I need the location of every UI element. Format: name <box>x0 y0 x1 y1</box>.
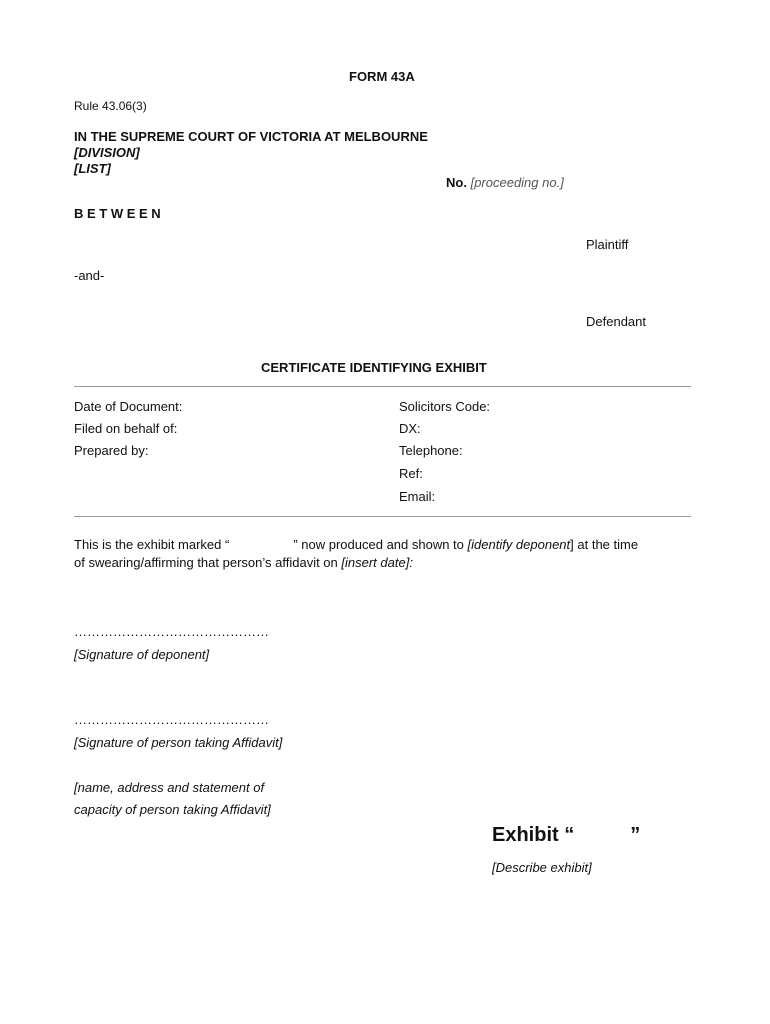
email-label: Email: <box>399 489 436 504</box>
form-title: FORM 43A <box>349 69 415 84</box>
proceeding-number-value: [proceeding no.] <box>470 175 564 190</box>
taker-details-line-2: capacity of person taking Affidavit] <box>74 802 271 817</box>
prepared-by-label: Prepared by: <box>74 443 149 458</box>
solicitors-code-label: Solicitors Code: <box>399 399 491 414</box>
court-division: [DIVISION] <box>74 145 140 160</box>
court-name: IN THE SUPREME COURT OF VICTORIA AT MELBOURNE <box>74 129 428 144</box>
exhibit-label-open: Exhibit “ <box>492 824 575 846</box>
statement-line-1 <box>74 537 638 552</box>
top-divider <box>74 386 691 387</box>
between-heading: B E T W E E N <box>74 206 161 221</box>
deponent-signature-line: ……………………………………… <box>74 624 269 639</box>
deponent-signature-caption: [Signature of deponent] <box>74 647 210 662</box>
statement-part-4: ] at the time <box>570 537 639 552</box>
statement-line-2-text: of swearing/affirming that person’s affidavit on <box>74 555 342 570</box>
court-list: [LIST] <box>74 161 111 176</box>
statement-part-1: This is the exhibit marked “ <box>74 537 230 552</box>
describe-exhibit-placeholder: [Describe exhibit] <box>492 860 592 875</box>
plaintiff-label: Plaintiff <box>586 237 629 252</box>
defendant-label: Defendant <box>586 314 646 329</box>
exhibit-label <box>492 824 640 847</box>
ref-label: Ref: <box>399 466 423 481</box>
date-of-document-label: Date of Document: <box>74 399 183 414</box>
statement-line-2 <box>74 555 413 570</box>
taker-details-line-1: [name, address and statement of <box>74 780 265 795</box>
and-separator: -and- <box>74 268 105 283</box>
certificate-heading: CERTIFICATE IDENTIFYING EXHIBIT <box>261 360 487 375</box>
proceeding-number-label: No. <box>446 175 467 190</box>
affidavit-taker-signature-line: ……………………………………… <box>74 712 269 727</box>
insert-date-placeholder: [insert date]: <box>341 555 413 570</box>
exhibit-label-close: ” <box>630 824 641 846</box>
dx-label: DX: <box>399 421 421 436</box>
identify-deponent-placeholder: [identify deponent <box>467 537 571 552</box>
rule-reference: Rule 43.06(3) <box>74 99 147 113</box>
telephone-label: Telephone: <box>399 443 463 458</box>
proceeding-number <box>446 175 564 190</box>
filed-on-behalf-label: Filed on behalf of: <box>74 421 178 436</box>
bottom-divider <box>74 516 691 517</box>
statement-part-2: ” now produced and shown to <box>293 537 468 552</box>
affidavit-taker-signature-caption: [Signature of person taking Affidavit] <box>74 735 283 750</box>
